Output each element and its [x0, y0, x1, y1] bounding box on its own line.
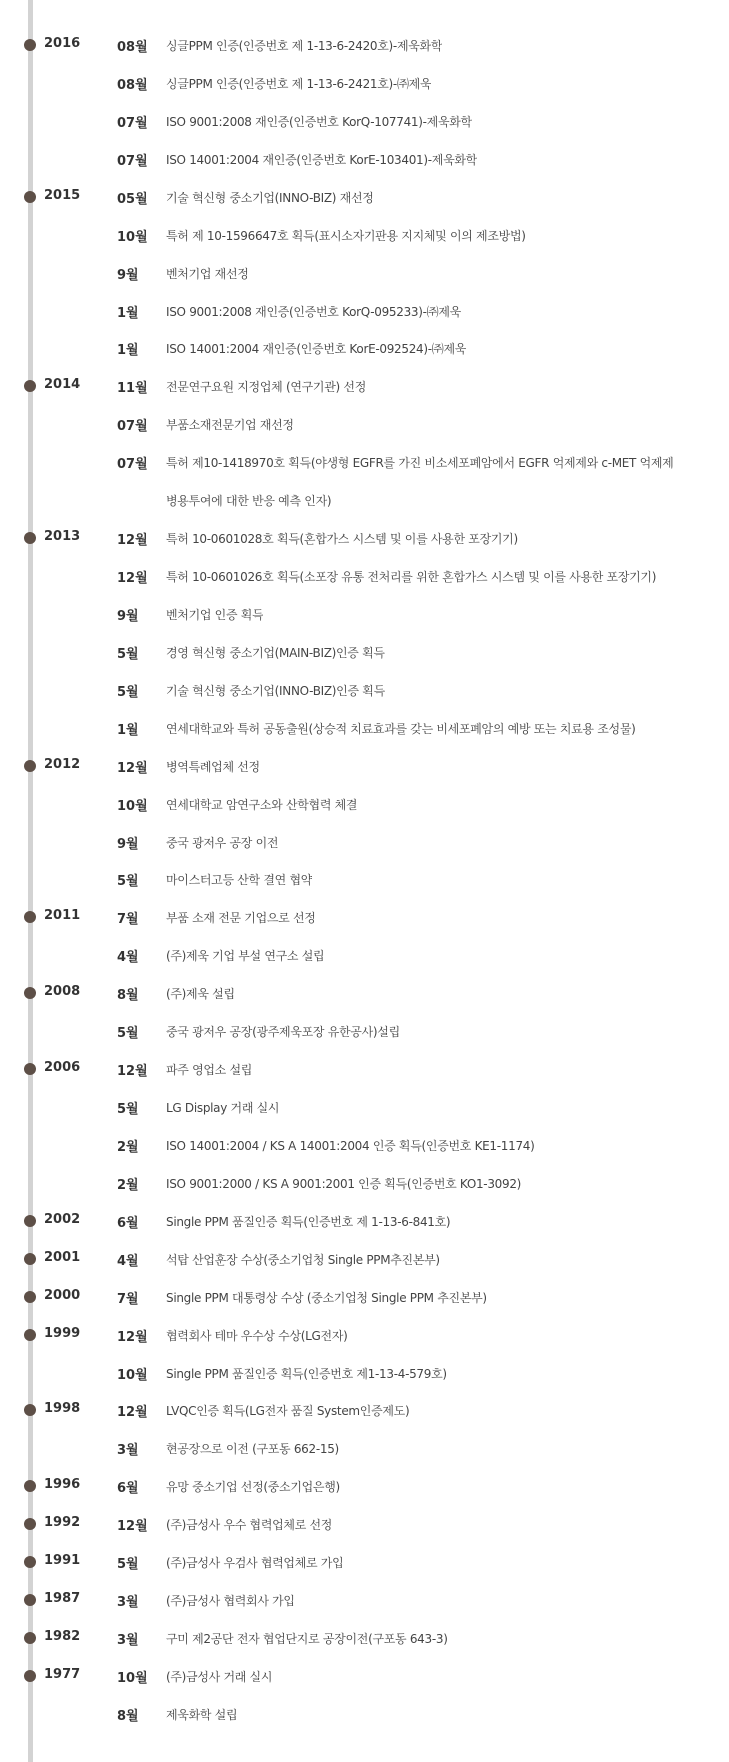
entry-description: (주)금성사 협력회사 가입	[166, 1594, 295, 1608]
entry-description: LVQC인증 획득(LG전자 품질 System인증제도)	[166, 1404, 410, 1418]
entry-month: 2월	[117, 1178, 139, 1193]
entry-month: 7월	[117, 1292, 139, 1307]
entry-month: 6월	[117, 1216, 139, 1231]
timeline-entry	[0, 1325, 729, 1345]
timeline-entry	[0, 1476, 729, 1496]
timeline-entry	[0, 1097, 729, 1117]
entry-description: 싱글PPM 인증(인증번호 제 1-13-6-2421호)-㈜제욱	[166, 77, 432, 91]
timeline-entry	[0, 945, 729, 965]
entry-year: 2013	[44, 529, 81, 544]
entry-description: 협력회사 테마 우수상 수상(LG전자)	[166, 1329, 348, 1343]
entry-month: 8월	[117, 988, 139, 1003]
timeline-entry	[0, 1590, 729, 1610]
entry-month: 4월	[117, 1254, 139, 1269]
entry-year: 2014	[44, 377, 81, 392]
timeline-dot-icon	[24, 191, 36, 203]
entry-month: 1월	[117, 306, 139, 321]
entry-month: 1월	[117, 723, 139, 738]
entry-description: 특허 제10-1418970호 획득(야생형 EGFR를 가진 비소세포폐암에서 EGFR 억제제와 c-MET 억제제	[166, 456, 674, 470]
entry-description: 경영 혁신형 중소기업(MAIN-BIZ)인증 획득	[166, 646, 385, 660]
timeline-dot-icon	[24, 39, 36, 51]
entry-year: 2001	[44, 1250, 81, 1265]
entry-month: 5월	[117, 874, 139, 889]
entry-description: 부품 소재 전문 기업으로 선정	[166, 911, 316, 925]
entry-description: 구미 제2공단 전자 협업단지로 공장이전(구포동 643-3)	[166, 1632, 448, 1646]
entry-month: 12월	[117, 761, 148, 776]
entry-month: 08월	[117, 78, 148, 93]
entry-month: 05월	[117, 192, 148, 207]
entry-month: 12월	[117, 1405, 148, 1420]
entry-description: 중국 광저우 공장(광주제욱포장 유한공사)설립	[166, 1025, 400, 1039]
entry-description: ISO 14001:2004 재인증(인증번호 KorE-103401)-제욱화학	[166, 153, 477, 167]
entry-year: 1982	[44, 1629, 81, 1644]
entry-year: 2011	[44, 908, 81, 923]
timeline-dot-icon	[24, 1329, 36, 1341]
entry-description: LG Display 거래 실시	[166, 1101, 280, 1115]
entry-description: ISO 9001:2008 재인증(인증번호 KorQ-095233)-㈜제욱	[166, 305, 461, 319]
entry-description: Single PPM 품질인증 획득(인증번호 제 1-13-6-841호)	[166, 1215, 451, 1229]
timeline-entry	[0, 376, 729, 396]
entry-month: 11월	[117, 381, 148, 396]
entry-month: 1월	[117, 343, 139, 358]
entry-year: 2000	[44, 1288, 81, 1303]
entry-month: 9월	[117, 837, 139, 852]
timeline-entry	[0, 1021, 729, 1041]
timeline-entry	[0, 566, 729, 586]
timeline-dot-icon	[24, 1063, 36, 1075]
entry-description: 기술 혁신형 중소기업(INNO-BIZ) 재선정	[166, 191, 374, 205]
timeline-entry	[0, 225, 729, 245]
timeline-entry	[0, 1059, 729, 1079]
timeline-entry	[0, 869, 729, 889]
entry-year: 1992	[44, 1515, 81, 1530]
entry-description: (주)금성사 거래 실시	[166, 1670, 273, 1684]
timeline-entry	[0, 1438, 729, 1458]
timeline-entry	[0, 73, 729, 93]
timeline-dot-icon	[24, 987, 36, 999]
timeline-dot-icon	[24, 1480, 36, 1492]
entry-month: 8월	[117, 1709, 139, 1724]
timeline-dot-icon	[24, 380, 36, 392]
entry-description: (주)금성사 우검사 협력업체로 가입	[166, 1556, 344, 1570]
entry-description: 유망 중소기업 선정(중소기업은행)	[166, 1480, 340, 1494]
entry-description: ISO 14001:2004 재인증(인증번호 KorE-092524)-㈜제욱	[166, 342, 467, 356]
entry-month: 07월	[117, 457, 148, 472]
timeline-entry	[0, 35, 729, 55]
entry-description: 연세대학교와 특허 공동출원(상승적 치료효과를 갖는 비세포폐암의 예방 또는 치료용 조성물)	[166, 722, 636, 736]
entry-month: 12월	[117, 1064, 148, 1079]
entry-year: 1987	[44, 1591, 81, 1606]
timeline-entry	[0, 983, 729, 1003]
entry-description: 중국 광저우 공장 이전	[166, 836, 279, 850]
timeline-entry	[0, 1173, 729, 1193]
entry-month: 9월	[117, 609, 139, 624]
entry-description: 특허 10-0601028호 획득(혼합가스 시스템 및 이를 사용한 포장기기)	[166, 532, 518, 546]
timeline-entry	[0, 794, 729, 814]
entry-month: 10월	[117, 1368, 148, 1383]
timeline-entry	[0, 1400, 729, 1420]
entry-description: ISO 9001:2008 재인증(인증번호 KorQ-107741)-제욱화학	[166, 115, 472, 129]
entry-description: 전문연구요원 지정업체 (연구기관) 선정	[166, 380, 366, 394]
entry-description: 특허 10-0601026호 획득(소포장 유통 전처리를 위한 혼합가스 시스템 및 이를 사용한 포장기기)	[166, 570, 657, 584]
entry-description: (주)금성사 우수 협력업체로 선정	[166, 1518, 333, 1532]
timeline-entry	[0, 528, 729, 548]
timeline-dot-icon	[24, 532, 36, 544]
timeline-entry	[0, 414, 729, 434]
timeline-entry	[0, 301, 729, 321]
entry-month: 10월	[117, 1671, 148, 1686]
entry-month: 2월	[117, 1140, 139, 1155]
timeline-dot-icon	[24, 1518, 36, 1530]
entry-year: 2008	[44, 984, 81, 999]
entry-description: 부품소재전문기업 재선정	[166, 418, 294, 432]
entry-month: 5월	[117, 685, 139, 700]
timeline-entry	[0, 338, 729, 358]
entry-description: 제욱화학 설립	[166, 1708, 238, 1722]
timeline-entry	[0, 907, 729, 927]
timeline-entry	[0, 718, 729, 738]
timeline-entry	[0, 604, 729, 624]
entry-description: 석탑 산업훈장 수상(중소기업청 Single PPM추진본부)	[166, 1253, 440, 1267]
timeline-dot-icon	[24, 1404, 36, 1416]
timeline-dot-icon	[24, 1632, 36, 1644]
entry-description: Single PPM 대통령상 수상 (중소기업청 Single PPM 추진본부)	[166, 1291, 487, 1305]
timeline-dot-icon	[24, 911, 36, 923]
timeline-dot-icon	[24, 1594, 36, 1606]
entry-year: 1998	[44, 1401, 81, 1416]
timeline-entry	[0, 111, 729, 131]
entry-description: 병용투여에 대한 반응 예측 인자)	[166, 494, 332, 508]
timeline-entry	[0, 1211, 729, 1231]
timeline-entry	[0, 187, 729, 207]
entry-month: 4월	[117, 950, 139, 965]
entry-year: 2015	[44, 188, 81, 203]
entry-month: 5월	[117, 1026, 139, 1041]
entry-year: 2012	[44, 757, 81, 772]
timeline-entry	[0, 1666, 729, 1686]
entry-description: 병역특례업체 선정	[166, 760, 260, 774]
timeline-dot-icon	[24, 1215, 36, 1227]
entry-description: 벤처기업 재선정	[166, 267, 249, 281]
entry-description: 연세대학교 암연구소와 산학협력 체결	[166, 798, 358, 812]
entry-month: 07월	[117, 419, 148, 434]
entry-description: 기술 혁신형 중소기업(INNO-BIZ)인증 획득	[166, 684, 385, 698]
entry-description: (주)제욱 기업 부설 연구소 설립	[166, 949, 325, 963]
timeline-entry	[0, 1135, 729, 1155]
entry-month: 5월	[117, 647, 139, 662]
timeline-entry	[0, 1287, 729, 1307]
entry-month: 3월	[117, 1443, 139, 1458]
timeline-entry	[0, 263, 729, 283]
timeline-entry	[0, 1514, 729, 1534]
timeline-entry	[0, 1249, 729, 1269]
entry-description: 마이스터고등 산학 결연 협약	[166, 873, 313, 887]
entry-month: 5월	[117, 1102, 139, 1117]
entry-month: 10월	[117, 799, 148, 814]
entry-month: 7월	[117, 912, 139, 927]
timeline-entry	[0, 1363, 729, 1383]
entry-month: 12월	[117, 1330, 148, 1345]
entry-description: ISO 14001:2004 / KS A 14001:2004 인증 획득(인증번호 KE1-1174)	[166, 1139, 535, 1153]
timeline-entry	[0, 832, 729, 852]
timeline-dot-icon	[24, 1291, 36, 1303]
entry-month: 3월	[117, 1633, 139, 1648]
entry-month: 12월	[117, 1519, 148, 1534]
timeline-entry	[0, 1628, 729, 1648]
timeline-dot-icon	[24, 1556, 36, 1568]
timeline-entry	[0, 756, 729, 776]
entry-description: 현공장으로 이전 (구포동 662-15)	[166, 1442, 339, 1456]
timeline-dot-icon	[24, 1670, 36, 1682]
timeline-dot-icon	[24, 760, 36, 772]
timeline-dot-icon	[24, 1253, 36, 1265]
entry-year: 1991	[44, 1553, 81, 1568]
timeline-entry	[0, 452, 729, 472]
entry-description: 파주 영업소 설립	[166, 1063, 253, 1077]
entry-year: 2006	[44, 1060, 81, 1075]
entry-month: 10월	[117, 230, 148, 245]
entry-month: 07월	[117, 154, 148, 169]
entry-month: 5월	[117, 1557, 139, 1572]
entry-month: 12월	[117, 533, 148, 548]
entry-year: 2002	[44, 1212, 81, 1227]
entry-description: Single PPM 품질인증 획득(인증번호 제1-13-4-579호)	[166, 1367, 447, 1381]
timeline-entry	[0, 1704, 729, 1724]
timeline-entry	[0, 490, 729, 510]
timeline-entry	[0, 680, 729, 700]
entry-description: ISO 9001:2000 / KS A 9001:2001 인증 획득(인증번호 KO1-3092)	[166, 1177, 522, 1191]
entry-month: 12월	[117, 571, 148, 586]
entry-year: 1999	[44, 1326, 81, 1341]
entry-month: 3월	[117, 1595, 139, 1610]
timeline-entry	[0, 1552, 729, 1572]
entry-month: 08월	[117, 40, 148, 55]
entry-month: 07월	[117, 116, 148, 131]
entry-year: 1977	[44, 1667, 81, 1682]
entry-description: (주)제욱 설립	[166, 987, 235, 1001]
entry-year: 1996	[44, 1477, 81, 1492]
timeline-entry	[0, 642, 729, 662]
timeline-entry	[0, 149, 729, 169]
entry-month: 9월	[117, 268, 139, 283]
entry-description: 싱글PPM 인증(인증번호 제 1-13-6-2420호)-제욱화학	[166, 39, 443, 53]
entry-description: 특허 제 10-1596647호 획득(표시소자기판용 지지체및 이의 제조방법)	[166, 229, 526, 243]
entry-year: 2016	[44, 36, 81, 51]
entry-description: 벤처기업 인증 획득	[166, 608, 264, 622]
entry-month: 6월	[117, 1481, 139, 1496]
